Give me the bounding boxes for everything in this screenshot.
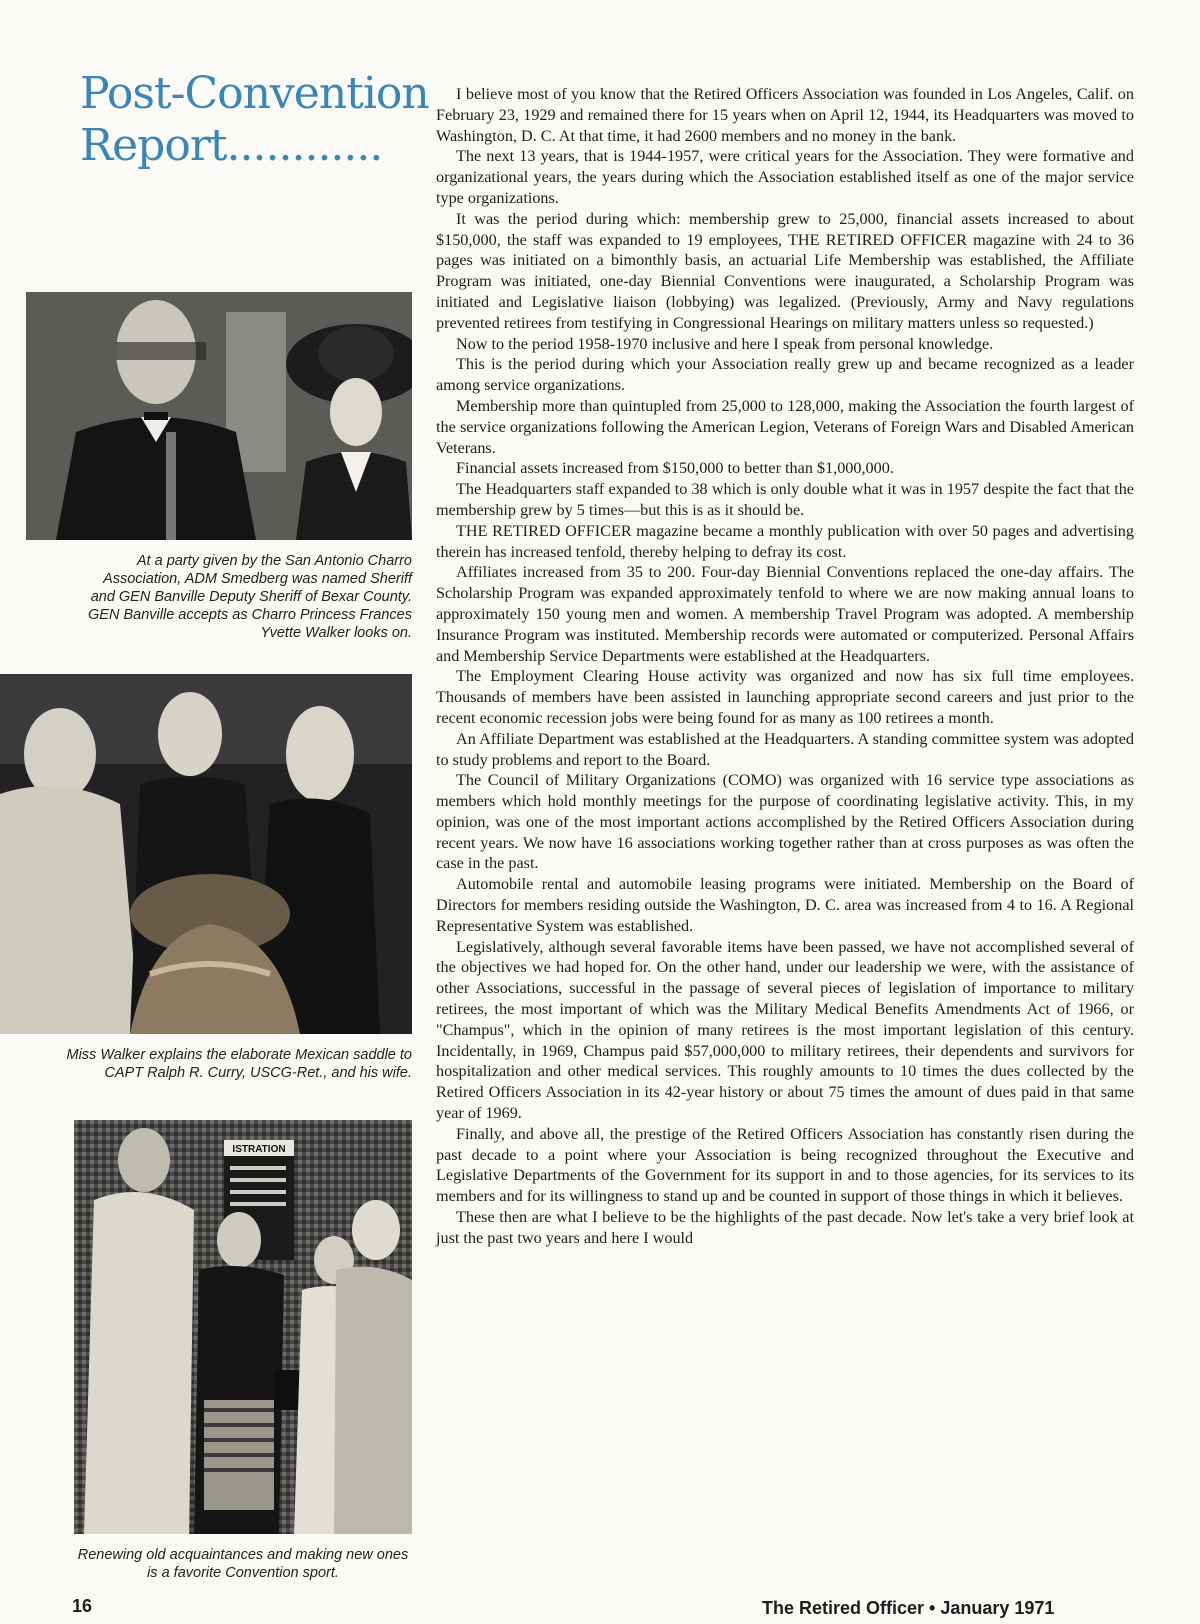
caption-photo-saddle: Miss Walker explains the elaborate Mexican saddle to CAPT Ralph R. Curry, USCG-Ret., and his wife. bbox=[66, 1047, 412, 1081]
paragraph: The Council of Military Organizations (COMO) was organized with 16 service type associations as members which hold monthly meetings for the purpose of coordinating legislative activity. This, in my opinion, was one of the most important actions accomplished by the Retired Officers Association during recent years. We now have 16 associations working together rather than at cross purposes as was often the case in the past. bbox=[436, 771, 1134, 873]
photo-saddle bbox=[0, 674, 412, 1034]
paragraph: Now to the period 1958-1970 inclusive and here I speak from personal knowledge. bbox=[456, 334, 994, 353]
paragraph: The next 13 years, that is 1944-1957, were critical years for the Association. They were formative and organizational years, the years during which the Association established itself as one of the major service type organizations. bbox=[436, 147, 1134, 207]
running-footer: The Retired Officer • January 1971 bbox=[762, 1598, 1055, 1618]
paragraph: Financial assets increased from $150,000 to better than $1,000,000. bbox=[456, 459, 894, 478]
paragraph: Finally, and above all, the prestige of the Retired Officers Association has constantly risen during the past decade to a point where your Association is being recognized throughout the Executive and Legislative Departments of the Government for its support in and to those agencies, for its services to its members and for its willingness to stand up and be counted in support of those things in which it believes. bbox=[436, 1124, 1134, 1206]
caption-photo-convention: Renewing old acquaintances and making new ones is a favorite Convention sport. bbox=[77, 1547, 409, 1581]
title-line-1: Post-Convention bbox=[80, 68, 429, 119]
paragraph: THE RETIRED OFFICER magazine became a monthly publication with over 50 pages and advertising therein has increased tenfold, thereby helping to defray its cost. bbox=[436, 521, 1134, 561]
paragraph: Affiliates increased from 35 to 200. Four-day Biennial Conventions replaced the one-day affairs. The Scholarship Program was expanded approximately tenfold to where we are now making annual loans to approximately 150 young men and women. A membership Travel Program was adopted. A membership Insurance Program was instituted. Membership records were automated or computerized. Personal Affairs and Membership Service Departments were established at the Headquarters. bbox=[436, 563, 1134, 665]
paragraph: It was the period during which: membership grew to 25,000, financial assets increased to about $150,000, the staff was expanded to 19 employees, THE RETIRED OFFICER magazine with 24 to 36 pages was initiated on a bimonthly basis, an actuarial Life Membership was established, the Affiliate Program was initiated, one-day Biennial Conventions were inaugurated, a Scholarship Program was initiated and Legislative liaison (lobbying) was legalized. (Previously, Army and Navy regulations prevented retirees from testifying in Congressional Hearings on military matters unless so requested.) bbox=[436, 209, 1134, 332]
caption-photo-party: At a party given by the San Antonio Charro Association, ADM Smedberg was named Sheriff and GEN Banville Deputy Sheriff of Bexar County. GEN Banville accepts as Charro Princess Frances Yvette Walker looks on. bbox=[88, 553, 412, 641]
paragraph: Legislatively, although several favorable items have been passed, we have not accomplished several of the objectives we had hoped for. On the other hand, under our leadership we were, with the assistance of other Associations, successful in the passage of several pieces of legislation of importance to military retirees, the most important of which was the Military Medical Benefits Amendments Act of 1966, or "Champus", which in the opinion of many retirees is the most important legislation of this century. Incidentally, in 1969, Champus paid $57,000,000 to military retirees, their dependents and survivors for hospitalization and other medical services. This roughly amounts to 10 times the dues collected by the Retired Officers Association in its 42-year history or about 75 times the amount of dues paid in that same year of 1969. bbox=[436, 937, 1134, 1123]
paragraph: Automobile rental and automobile leasing programs were initiated. Membership on the Board of Directors for members residing outside the Washington, D. C. area was increased from 4 to 16. A Regional Representative System was established. bbox=[436, 875, 1134, 935]
paragraph: An Affiliate Department was established at the Headquarters. A standing committee system was adopted to study problems and report to the Board. bbox=[436, 729, 1134, 769]
paragraph: This is the period during which your Association really grew up and became recognized as a leader among service organizations. bbox=[436, 355, 1134, 395]
registration-sign: ISTRATION bbox=[232, 1144, 286, 1155]
paragraph: The Headquarters staff expanded to 38 which is only double what it was in 1957 despite the fact that the membership grew by 5 times—but this is as it should be. bbox=[436, 480, 1134, 519]
title-line-2: Report............ bbox=[80, 120, 383, 171]
page-number: 16 bbox=[72, 1596, 93, 1616]
paragraph: Membership more than quintupled from 25,000 to 128,000, making the Association the fourth largest of the service organizations following the American Legion, Veterans of Foreign Wars and Disabled American Veterans. bbox=[436, 396, 1134, 457]
photo-convention bbox=[74, 1120, 412, 1534]
paragraph: I believe most of you know that the Retired Officers Association was founded in Los Angeles, Calif. on February 23, 1929 and remained there for 15 years when on April 12, 1944, its Headquarters was moved to Washington, D. C. At that time, it had 2600 members and no money in the bank. bbox=[436, 85, 1134, 145]
paragraph: The Employment Clearing House activity was organized and now has six full time employees. Thousands of members have been assisted in launching appropriate second careers and just prior to the recent economic recession jobs were being found for as many as 100 retirees a month. bbox=[436, 667, 1134, 727]
article-title bbox=[80, 68, 430, 172]
photo-party bbox=[26, 292, 412, 540]
article-body bbox=[436, 84, 1134, 1249]
paragraph: These then are what I believe to be the highlights of the past decade. Now let's take a very brief look at just the past two years and here I would bbox=[436, 1208, 1134, 1247]
